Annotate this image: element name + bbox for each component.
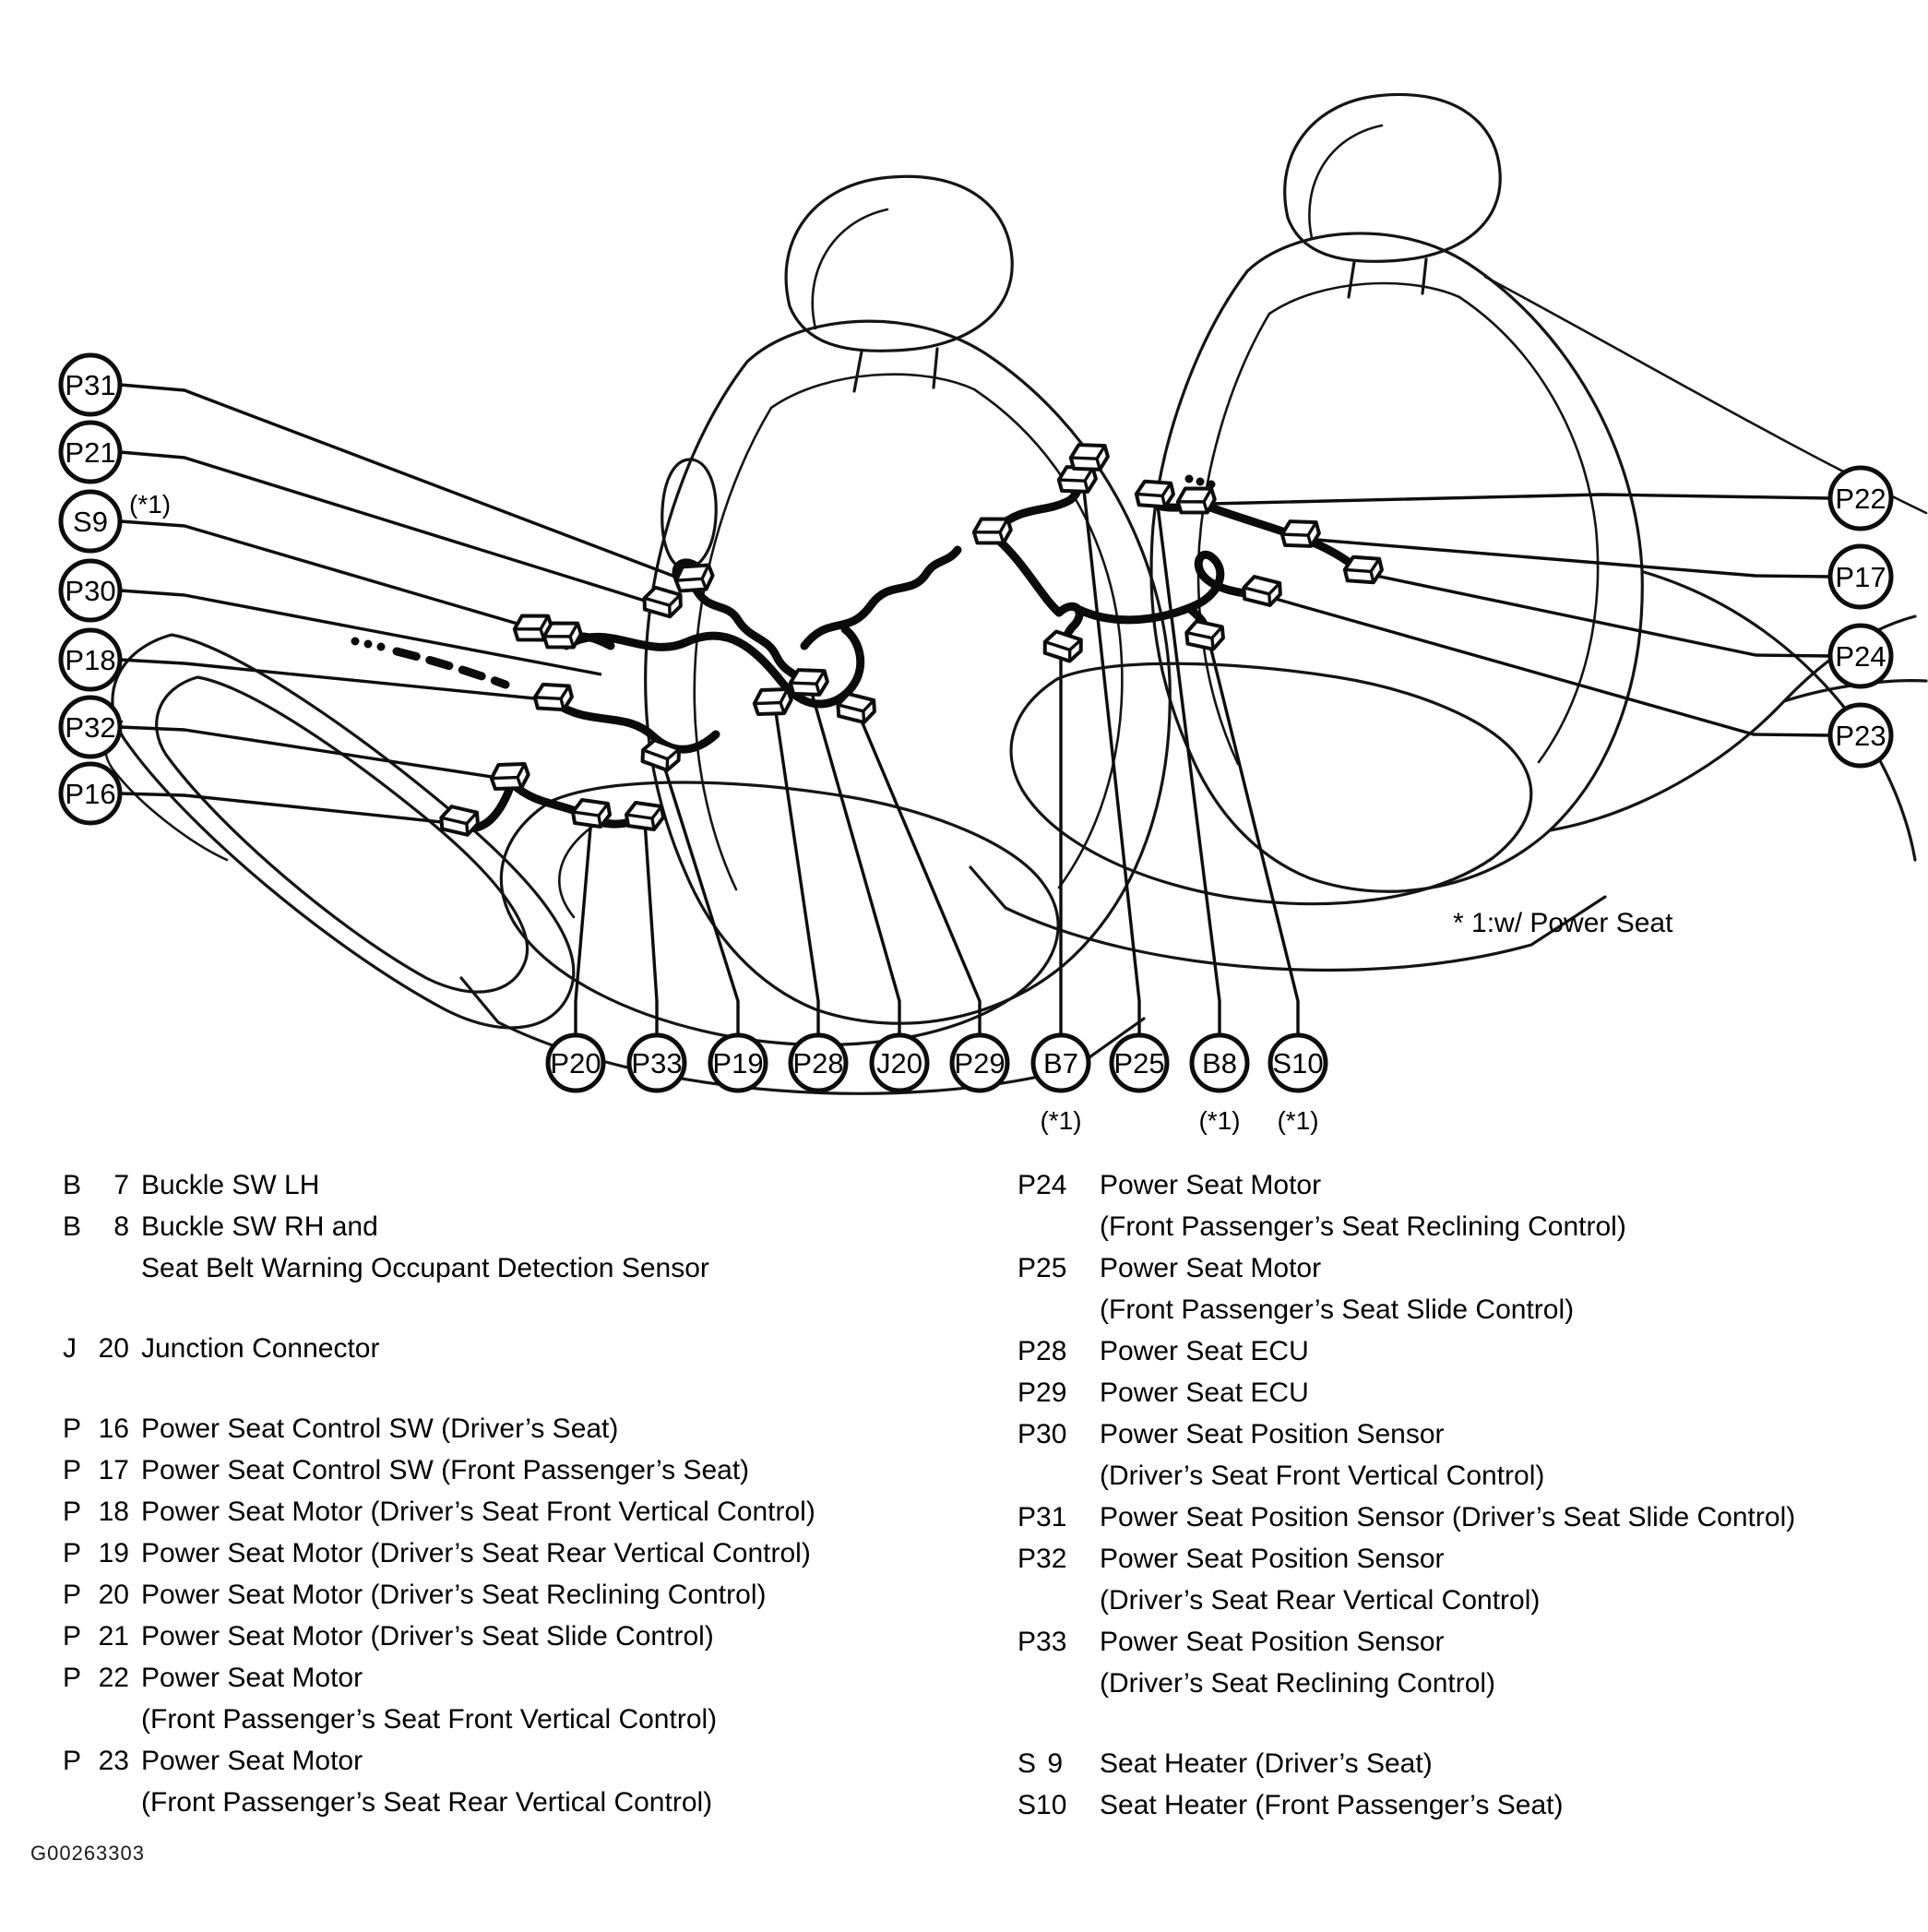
callout-p31 (61, 355, 120, 414)
callout-label: P18 (65, 644, 116, 676)
legend-label-line: (Front Passenger’s Seat Reclining Control) (1100, 1211, 1626, 1242)
callout-label: P29 (954, 1047, 1006, 1079)
legend-entry-p22 (63, 1657, 994, 1740)
legend-label (141, 1657, 717, 1740)
legend-code: P 25 (1018, 1253, 1067, 1283)
connector-box (534, 682, 573, 711)
callout-label: B8 (1202, 1047, 1237, 1079)
legend-label-line: Power Seat Motor (Driver’s Seat Reclining Control) (141, 1580, 767, 1610)
callout-label: P22 (1835, 483, 1886, 515)
callout-s9 (61, 490, 171, 551)
leader-line-p21 (120, 452, 662, 606)
connector-box (1243, 576, 1282, 606)
legend-label (1100, 1538, 1540, 1621)
callout-p28 (791, 1035, 846, 1091)
callout-p17 (1830, 546, 1891, 607)
callout-p33 (629, 1035, 684, 1091)
callout-label: P25 (1113, 1047, 1165, 1079)
connector-box (1136, 480, 1174, 509)
callout-label: P30 (65, 575, 116, 607)
callout-note: (*1) (1198, 1106, 1241, 1135)
legend-label (141, 1574, 766, 1616)
callout-label: P16 (65, 778, 116, 810)
legend-label (141, 1449, 749, 1491)
callout-label: P24 (1835, 640, 1886, 673)
legend-code: P 24 (1018, 1170, 1067, 1200)
legend-entry-p18 (63, 1491, 994, 1532)
legend-code: P 30 (1018, 1419, 1067, 1449)
connector-box (626, 803, 663, 829)
callout-p20 (548, 1035, 603, 1091)
legend-label-line: Seat Belt Warning Occupant Detection Sensor (141, 1253, 709, 1283)
legend-label-line: Power Seat Control SW (Front Passenger’s Seat) (141, 1455, 750, 1485)
connector-box (1069, 442, 1109, 472)
legend-label-line: Power Seat Position Sensor (1100, 1419, 1445, 1449)
callout-j20 (872, 1035, 927, 1091)
callout-b8 (1192, 1035, 1247, 1135)
legend-code: P 19 (63, 1538, 129, 1568)
legend-code: P 32 (1018, 1544, 1067, 1574)
callout-label: P32 (65, 711, 116, 744)
leader-line-j20 (810, 686, 899, 1035)
legend-label-line: Power Seat Motor (141, 1663, 363, 1693)
legend-label-line: Seat Heater (Driver’s Seat) (1100, 1748, 1433, 1779)
legend-label-line: Power Seat Motor (Driver’s Seat Front Vertical Control) (141, 1497, 815, 1527)
callout-label: P28 (792, 1047, 844, 1079)
callout-label: P23 (1835, 720, 1886, 752)
callout-label: P17 (1835, 561, 1886, 593)
legend-entry-p21 (63, 1616, 994, 1657)
legend-entry-p25 (1018, 1247, 1922, 1330)
legend-code: J 20 (63, 1333, 129, 1364)
callout-note: (*1) (129, 490, 172, 519)
leader-line-p20 (576, 817, 591, 1035)
legend-code: P 22 (63, 1663, 129, 1693)
driver-seatback (646, 321, 1171, 1023)
callout-label: B7 (1043, 1047, 1078, 1079)
legend-label (141, 1408, 618, 1449)
legend-entry-b8 (63, 1206, 994, 1289)
connector-box (573, 800, 610, 827)
legend-code: P 28 (1018, 1336, 1067, 1366)
leader-line-p22 (1210, 495, 1830, 504)
legend-code: B 8 (63, 1211, 129, 1242)
legend-label-line: Power Seat Position Sensor (1100, 1627, 1445, 1657)
legend-label (1100, 1164, 1626, 1247)
callout-p29 (952, 1035, 1007, 1091)
legend-entry-p20 (63, 1574, 994, 1616)
callout-label: P19 (712, 1047, 764, 1079)
callout-label: P20 (550, 1047, 601, 1079)
leader-line-s9 (120, 521, 565, 638)
legend-entry-p30 (1018, 1413, 1922, 1497)
leader-line-p33 (645, 821, 657, 1035)
legend-label (1100, 1413, 1544, 1497)
passenger-seatback (1151, 233, 1642, 891)
legend-label (1100, 1743, 1433, 1784)
legend-label-line: Buckle SW LH (141, 1170, 320, 1200)
floor-console-outline (113, 635, 574, 1028)
leader-line-p28 (775, 706, 818, 1035)
legend-label (141, 1532, 811, 1574)
connector-box (1185, 621, 1224, 650)
legend-label-line: (Front Passenger’s Seat Slide Control) (1100, 1294, 1575, 1325)
callout-p25 (1112, 1035, 1167, 1091)
legend-label-line: Power Seat Motor (Driver’s Seat Rear Vertical Control) (141, 1538, 811, 1568)
callout-p19 (710, 1035, 766, 1091)
legend-entry-b7 (63, 1164, 994, 1206)
legend-label (1100, 1247, 1574, 1330)
callout-s10 (1270, 1035, 1326, 1135)
legend-entry-p31 (1018, 1497, 1922, 1538)
callout-p24 (1830, 626, 1891, 686)
legend-label (141, 1164, 319, 1206)
legend-label (141, 1616, 714, 1657)
callout-label: S9 (73, 506, 108, 538)
leader-line-s10 (1208, 638, 1298, 1035)
legend-code: P 20 (63, 1580, 129, 1610)
callout-note: (*1) (1040, 1106, 1082, 1135)
connector-box (753, 686, 793, 719)
figure-code: G00263303 (30, 1842, 145, 1865)
callout-label: J20 (876, 1047, 922, 1079)
legend-label-line: Power Seat Motor (1100, 1170, 1322, 1200)
legend-label-line: Seat Heater (Front Passenger’s Seat) (1100, 1790, 1564, 1820)
legend-label-line: (Front Passenger’s Seat Front Vertical Control) (141, 1704, 718, 1735)
legend-entry-s9 (1018, 1743, 1922, 1784)
legend-label-line: (Front Passenger’s Seat Rear Vertical Control) (141, 1787, 713, 1818)
legend-entry-p32 (1018, 1538, 1922, 1621)
legend-label-line: Power Seat Position Sensor (1100, 1544, 1445, 1574)
legend-label-line: (Driver’s Seat Reclining Control) (1100, 1668, 1496, 1699)
legend-entry-p29 (1018, 1372, 1922, 1413)
legend-label (1100, 1330, 1309, 1372)
passenger-seat-line-art (970, 94, 1926, 970)
leader-line-p31 (120, 385, 695, 584)
passenger-cushion (1011, 663, 1531, 903)
callout-label: P33 (631, 1047, 683, 1079)
legend-label (141, 1206, 709, 1289)
leader-line-p19 (662, 760, 738, 1035)
legend-right-column (1018, 1164, 1922, 1826)
legend-label-line: Power Seat Motor (1100, 1253, 1322, 1283)
leader-line-p18 (120, 660, 553, 700)
legend-entry-p23 (63, 1740, 994, 1823)
legend-label-line: (Driver’s Seat Front Vertical Control) (1100, 1461, 1545, 1491)
legend-entry-p19 (63, 1532, 994, 1574)
legend-entry-p28 (1018, 1330, 1922, 1372)
legend-code: P 33 (1018, 1627, 1067, 1657)
legend-label-line: Power Seat Control SW (Driver’s Seat) (141, 1413, 619, 1444)
legend-label-line: (Driver’s Seat Rear Vertical Control) (1100, 1585, 1541, 1616)
leader-line-p16 (120, 793, 459, 824)
callout-p23 (1830, 705, 1891, 766)
callout-p21 (61, 423, 120, 482)
callout-note: (*1) (1277, 1106, 1319, 1135)
legend-label-line: Power Seat ECU (1100, 1336, 1309, 1366)
driver-seat-line-art (105, 176, 1170, 1093)
callout-p18 (61, 630, 120, 689)
legend-code: P 29 (1018, 1377, 1067, 1408)
legend-label-line: Power Seat Motor (Driver’s Seat Slide Control) (141, 1621, 714, 1652)
legend-label (141, 1491, 815, 1532)
callout-label: P31 (65, 369, 116, 401)
legend-entry-p16 (63, 1408, 994, 1449)
callout-label: P21 (65, 436, 116, 469)
legend-label (141, 1740, 712, 1823)
legend-entry-j20 (63, 1328, 994, 1369)
legend-label-line: Power Seat Motor (141, 1746, 363, 1776)
connector-box (1344, 555, 1383, 585)
callout-p22 (1830, 468, 1891, 529)
legend-code: P 17 (63, 1455, 129, 1485)
legend-entry-p24 (1018, 1164, 1922, 1247)
legend-label (1100, 1497, 1795, 1538)
legend-code: P 18 (63, 1497, 129, 1527)
connector-box (1042, 630, 1083, 663)
harness-hidden-run (397, 651, 506, 685)
legend-entry-p33 (1018, 1621, 1922, 1704)
legend-code: P 23 (63, 1746, 129, 1776)
legend-code: B 7 (63, 1170, 129, 1200)
legend-label (1100, 1372, 1309, 1413)
legend-label-line: Buckle SW RH and (141, 1211, 378, 1242)
leader-line-p25 (1083, 482, 1139, 1035)
legend-label (1100, 1621, 1495, 1704)
legend-entry-s10 (1018, 1784, 1922, 1826)
legend-code: P 31 (1018, 1502, 1067, 1532)
legend-label-line: Junction Connector (141, 1333, 380, 1364)
connector-box (440, 805, 479, 835)
callout-label: S10 (1272, 1047, 1324, 1079)
callout-p32 (61, 698, 120, 757)
callout-p30 (61, 561, 120, 620)
legend-code: P 16 (63, 1413, 129, 1444)
legend-left-column (63, 1164, 994, 1823)
legend-label (1100, 1784, 1563, 1826)
power-seat-footnote: * 1:w/ Power Seat (1453, 908, 1673, 938)
legend-label-line: Power Seat ECU (1100, 1377, 1309, 1408)
callout-b7 (1033, 1035, 1089, 1135)
legend-entry-p17 (63, 1449, 994, 1491)
leader-line-p29 (858, 712, 980, 1035)
legend-label-line: Power Seat Position Sensor (Driver’s Seat Slide Control) (1100, 1502, 1796, 1532)
callout-p16 (61, 764, 120, 823)
connector-box (640, 738, 682, 772)
legend-code: S 10 (1018, 1790, 1067, 1820)
legend-code: P 21 (63, 1621, 129, 1652)
legend-code: S 9 (1018, 1748, 1063, 1779)
legend-label (141, 1328, 380, 1369)
